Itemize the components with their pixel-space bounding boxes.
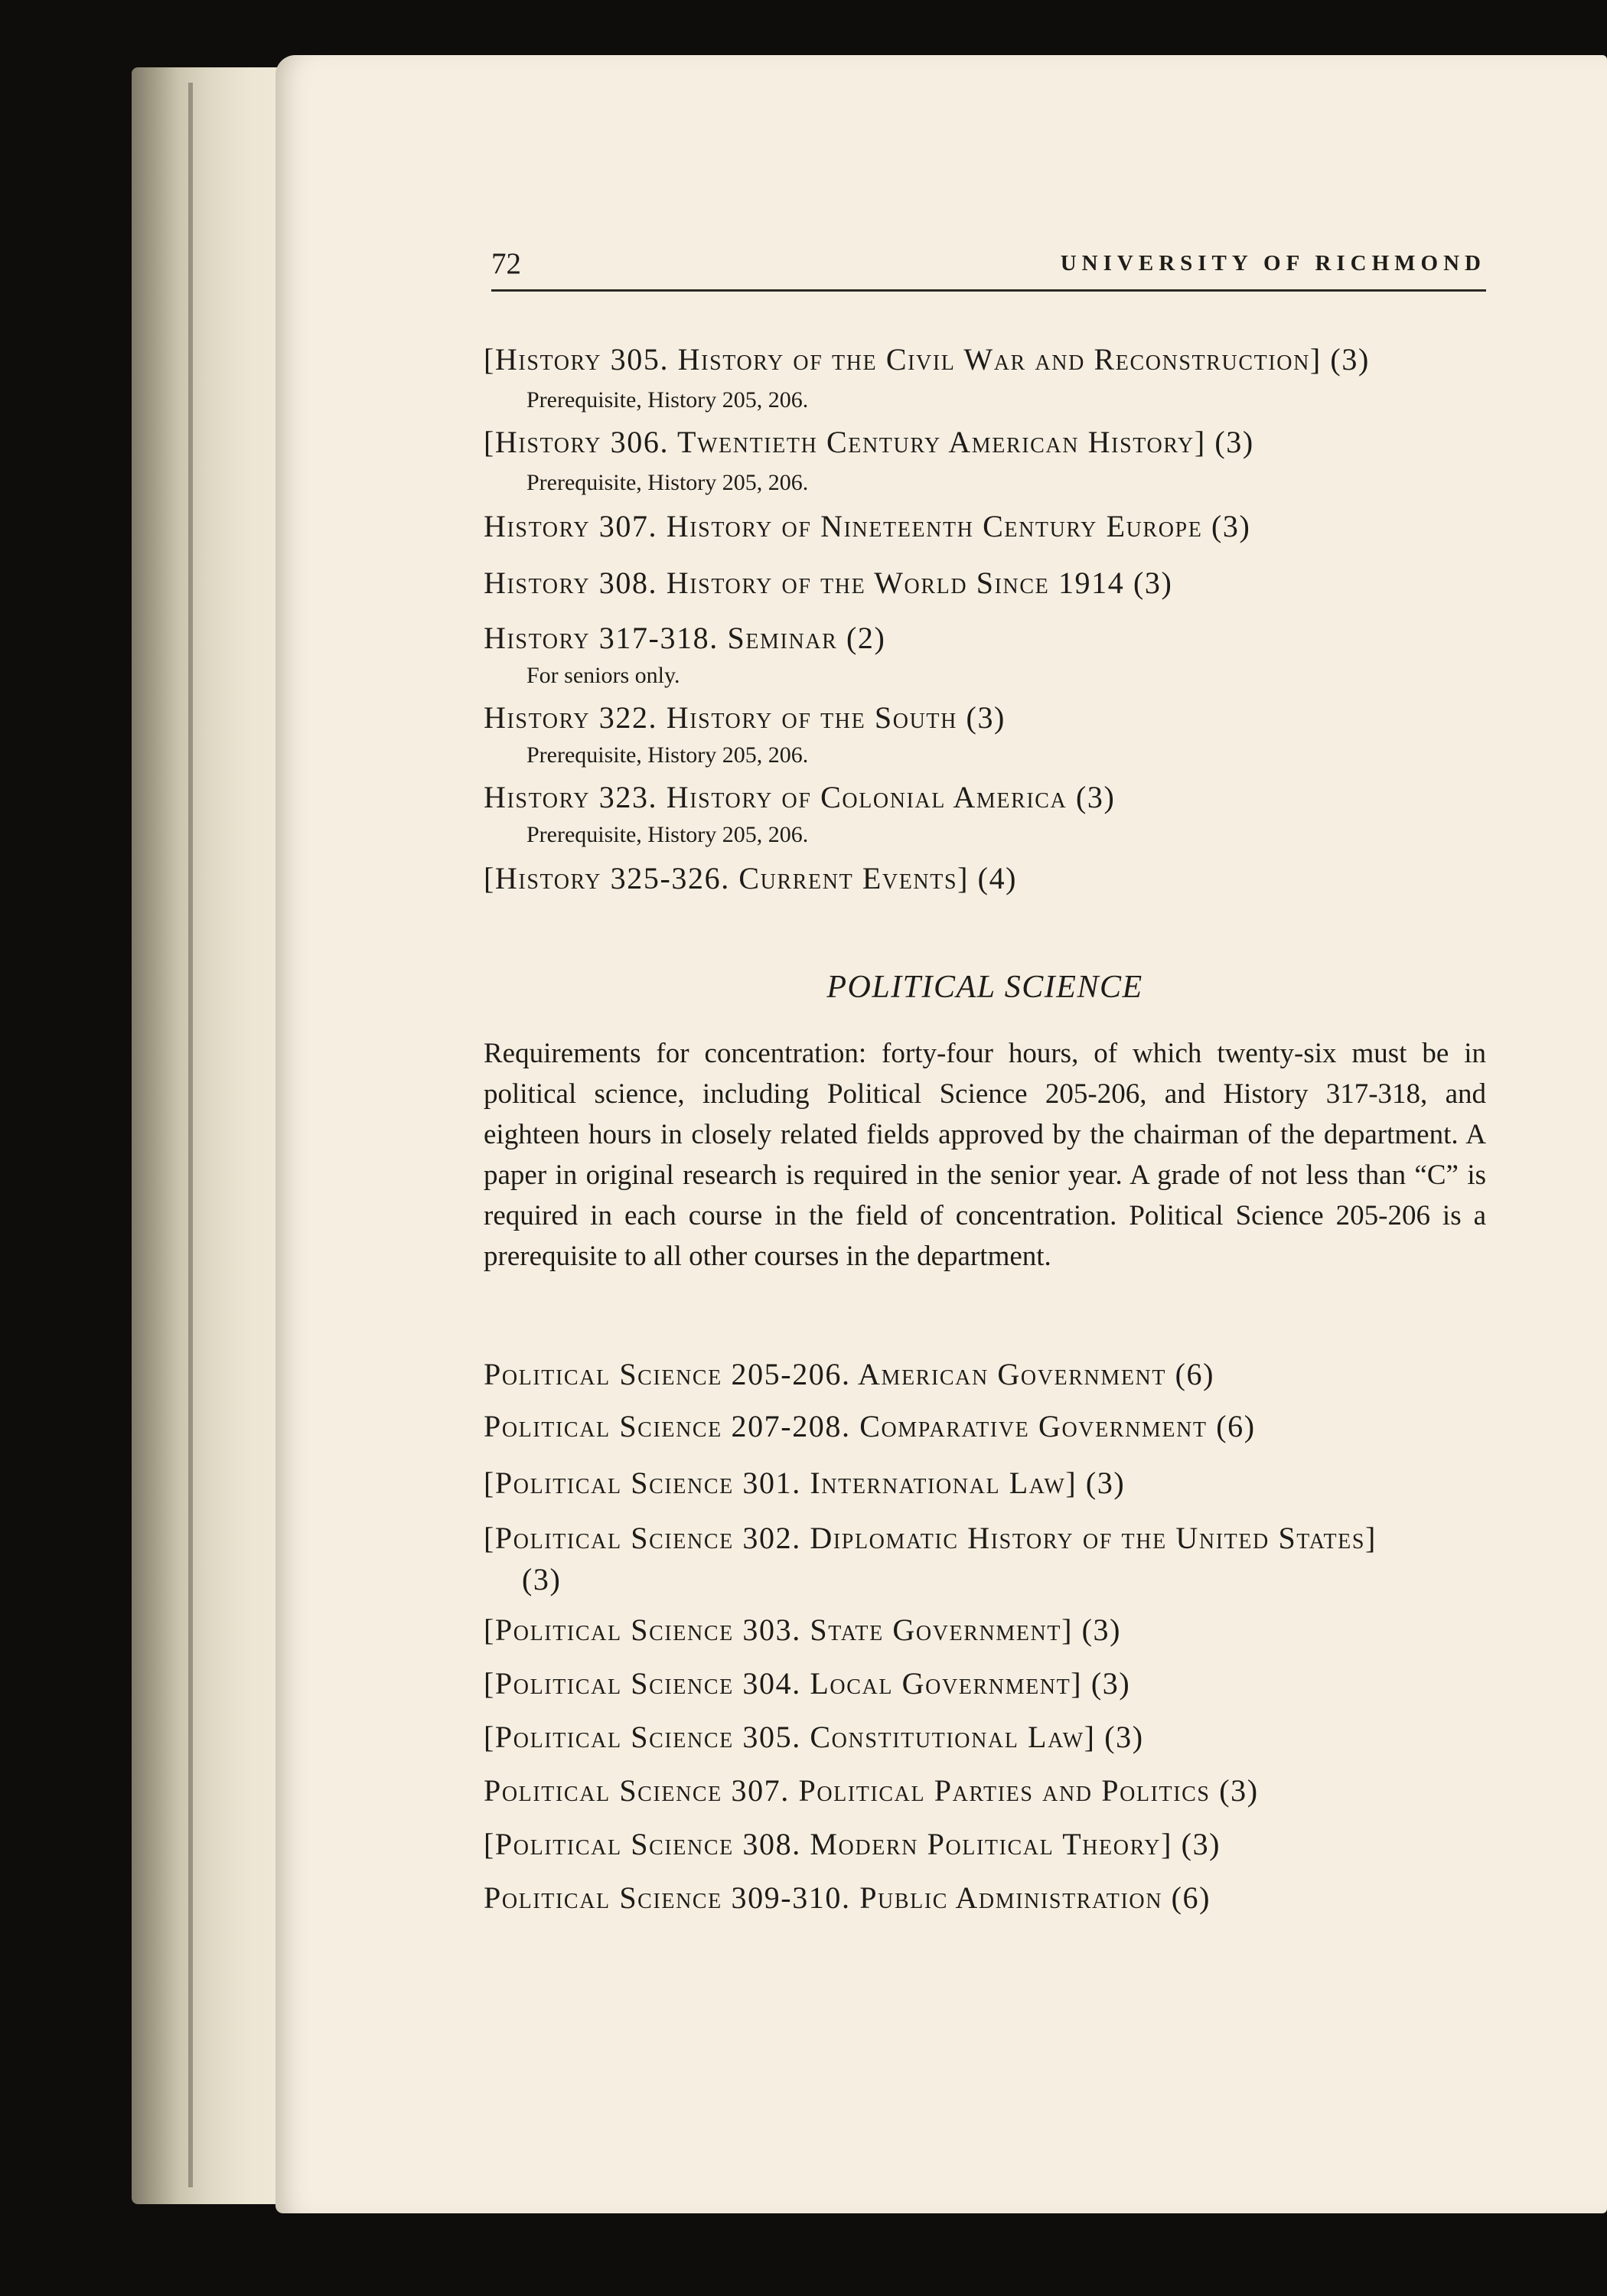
course-entry: [Political Science 304. Local Government] (3)	[484, 1666, 1131, 1701]
course-entry: [Political Science 305. Constitutional Law] (3)	[484, 1720, 1144, 1754]
course-entry: History 323. History of Colonial America (3)	[484, 780, 1116, 814]
running-head: UNIVERSITY OF RICHMOND	[1060, 251, 1486, 276]
course-entry: History 322. History of the South (3)	[484, 700, 1006, 735]
course-entry: [History 306. Twentieth Century American History] (3)	[484, 425, 1254, 459]
course-note: Prerequisite, History 205, 206.	[526, 742, 809, 768]
section-heading: POLITICAL SCIENCE	[826, 970, 1143, 1005]
course-entry: [History 325-326. Current Events] (4)	[484, 861, 1018, 895]
course-entry: Political Science 207-208. Comparative Government (6)	[484, 1409, 1256, 1443]
page-header	[491, 246, 1486, 292]
course-entry: [Political Science 302. Diplomatic History of the United States]	[484, 1521, 1377, 1555]
course-note: Prerequisite, History 205, 206.	[526, 387, 809, 413]
course-entry: [Political Science 301. International Law] (3)	[484, 1466, 1126, 1500]
course-entry: Political Science 307. Political Parties and Politics (3)	[484, 1773, 1259, 1808]
page-number: 72	[491, 247, 521, 280]
course-note: For seniors only.	[526, 663, 680, 688]
requirements-paragraph: Requirements for concentration: forty-four hours, of which twenty-six must be in political science, including Political Science 205-206, and History 317-318, and eighteen hours in closely related fields approved by the chairman of the department. A paper in original research is required in the senior year. A grade of not less than “C” is required in each course in the field of concentration. Political Science 205-206 is a prerequisite to all other courses in the department.	[484, 1038, 1486, 1272]
course-note: Prerequisite, History 205, 206.	[526, 822, 809, 847]
course-entry: History 308. History of the World Since 1914 (3)	[484, 566, 1173, 600]
course-entry-continuation: (3)	[522, 1562, 562, 1596]
course-entry: History 307. History of Nineteenth Century Europe (3)	[484, 509, 1251, 543]
course-note: Prerequisite, History 205, 206.	[526, 470, 809, 495]
course-entry: [Political Science 303. State Government] (3)	[484, 1613, 1122, 1647]
course-entry: Political Science 309-310. Public Administration (6)	[484, 1880, 1211, 1915]
course-entry: [History 305. History of the Civil War and Reconstruction] (3)	[484, 342, 1370, 377]
course-entry: Political Science 205-206. American Government (6)	[484, 1357, 1215, 1391]
course-entry: [Political Science 308. Modern Political Theory] (3)	[484, 1827, 1221, 1861]
course-entry: History 317-318. Seminar (2)	[484, 621, 886, 655]
